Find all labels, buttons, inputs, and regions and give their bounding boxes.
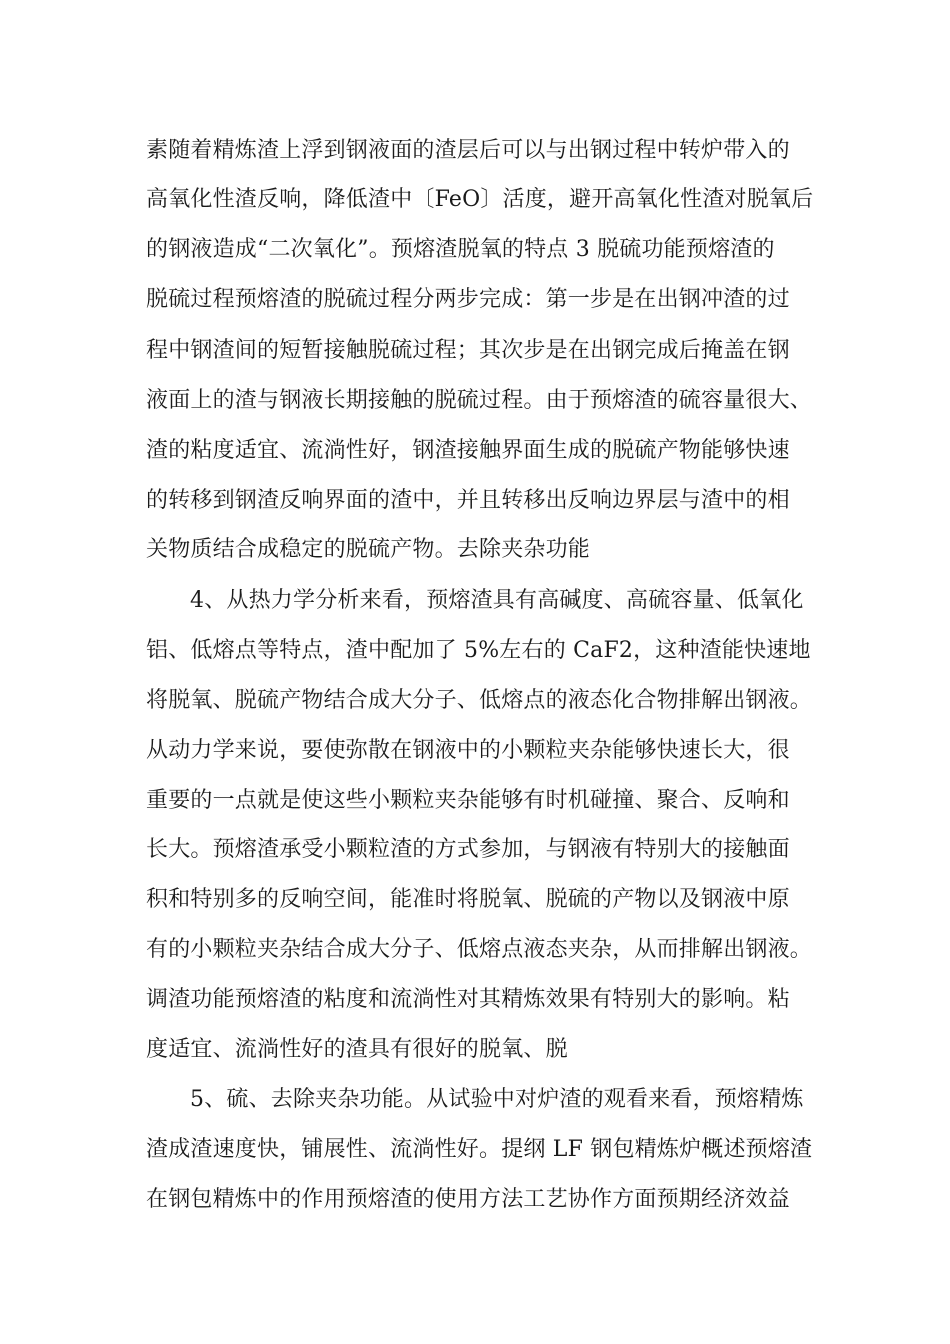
text-line-22: 在钢包精炼中的作用预熔渣的使用方法工艺协作方面预期经济效益 — [146, 1187, 790, 1212]
text-line-15: 长大。预熔渣承受小颗粒渣的方式参加，与钢液有特别大的接触面 — [146, 837, 790, 862]
text-line-4: 脱硫过程预熔渣的脱硫过程分两步完成：第一步是在出钢冲渣的过 — [146, 287, 790, 312]
text-line-11: 铝、低熔点等特点，渣中配加了 5%左右的 CaF2，这种渣能快速地 — [146, 638, 811, 663]
text-line-7: 渣的粘度适宜、流淌性好，钢渣接触界面生成的脱硫产物能够快速 — [146, 438, 790, 463]
text-line-3: 的钢液造成“二次氧化”。预熔渣脱氧的特点 3 脱硫功能预熔渣的 — [146, 237, 775, 262]
text-line-8: 的转移到钢渣反响界面的渣中，并且转移出反响边界层与渣中的相 — [146, 488, 790, 513]
text-line-14: 重要的一点就是使这些小颗粒夹杂能够有时机碰撞、聚合、反响和 — [146, 788, 790, 813]
text-line-2: 高氧化性渣反响，降低渣中〔FeO〕活度，避开高氧化性渣对脱氧后 — [146, 187, 814, 212]
text-line-16: 积和特别多的反响空间，能准时将脱氧、脱硫的产物以及钢液中原 — [146, 887, 790, 912]
text-line-12: 将脱氧、脱硫产物结合成大分子、低熔点的液态化合物排解出钢液。 — [146, 688, 813, 713]
text-line-1: 素随着精炼渣上浮到钢液面的渣层后可以与出钢过程中转炉带入的 — [146, 138, 790, 163]
paragraph-4-first-line: 4、从热力学分析来看，预熔渣具有高碱度、高硫容量、低氧化 — [190, 588, 804, 613]
text-line-19: 度适宜、流淌性好的渣具有很好的脱氧、脱 — [146, 1037, 568, 1062]
text-line-21: 渣成渣速度快，铺展性、流淌性好。提纲 LF 钢包精炼炉概述预熔渣 — [146, 1137, 813, 1162]
text-line-13: 从动力学来说，要使弥散在钢液中的小颗粒夹杂能够快速长大，很 — [146, 738, 790, 763]
text-line-9: 关物质结合成稳定的脱硫产物。去除夹杂功能 — [146, 537, 591, 562]
text-line-5: 程中钢渣间的短暂接触脱硫过程；其次步是在出钢完成后掩盖在钢 — [146, 338, 790, 363]
paragraph-5-first-line: 5、硫、去除夹杂功能。从试验中对炉渣的观看来看，预熔精炼 — [190, 1087, 804, 1112]
text-line-18: 调渣功能预熔渣的粘度和流淌性对其精炼效果有特别大的影响。粘 — [146, 987, 790, 1012]
text-line-6: 液面上的渣与钢液长期接触的脱硫过程。由于预熔渣的硫容量很大、 — [146, 388, 813, 413]
text-line-17: 有的小颗粒夹杂结合成大分子、低熔点液态夹杂，从而排解出钢液。 — [146, 937, 813, 962]
